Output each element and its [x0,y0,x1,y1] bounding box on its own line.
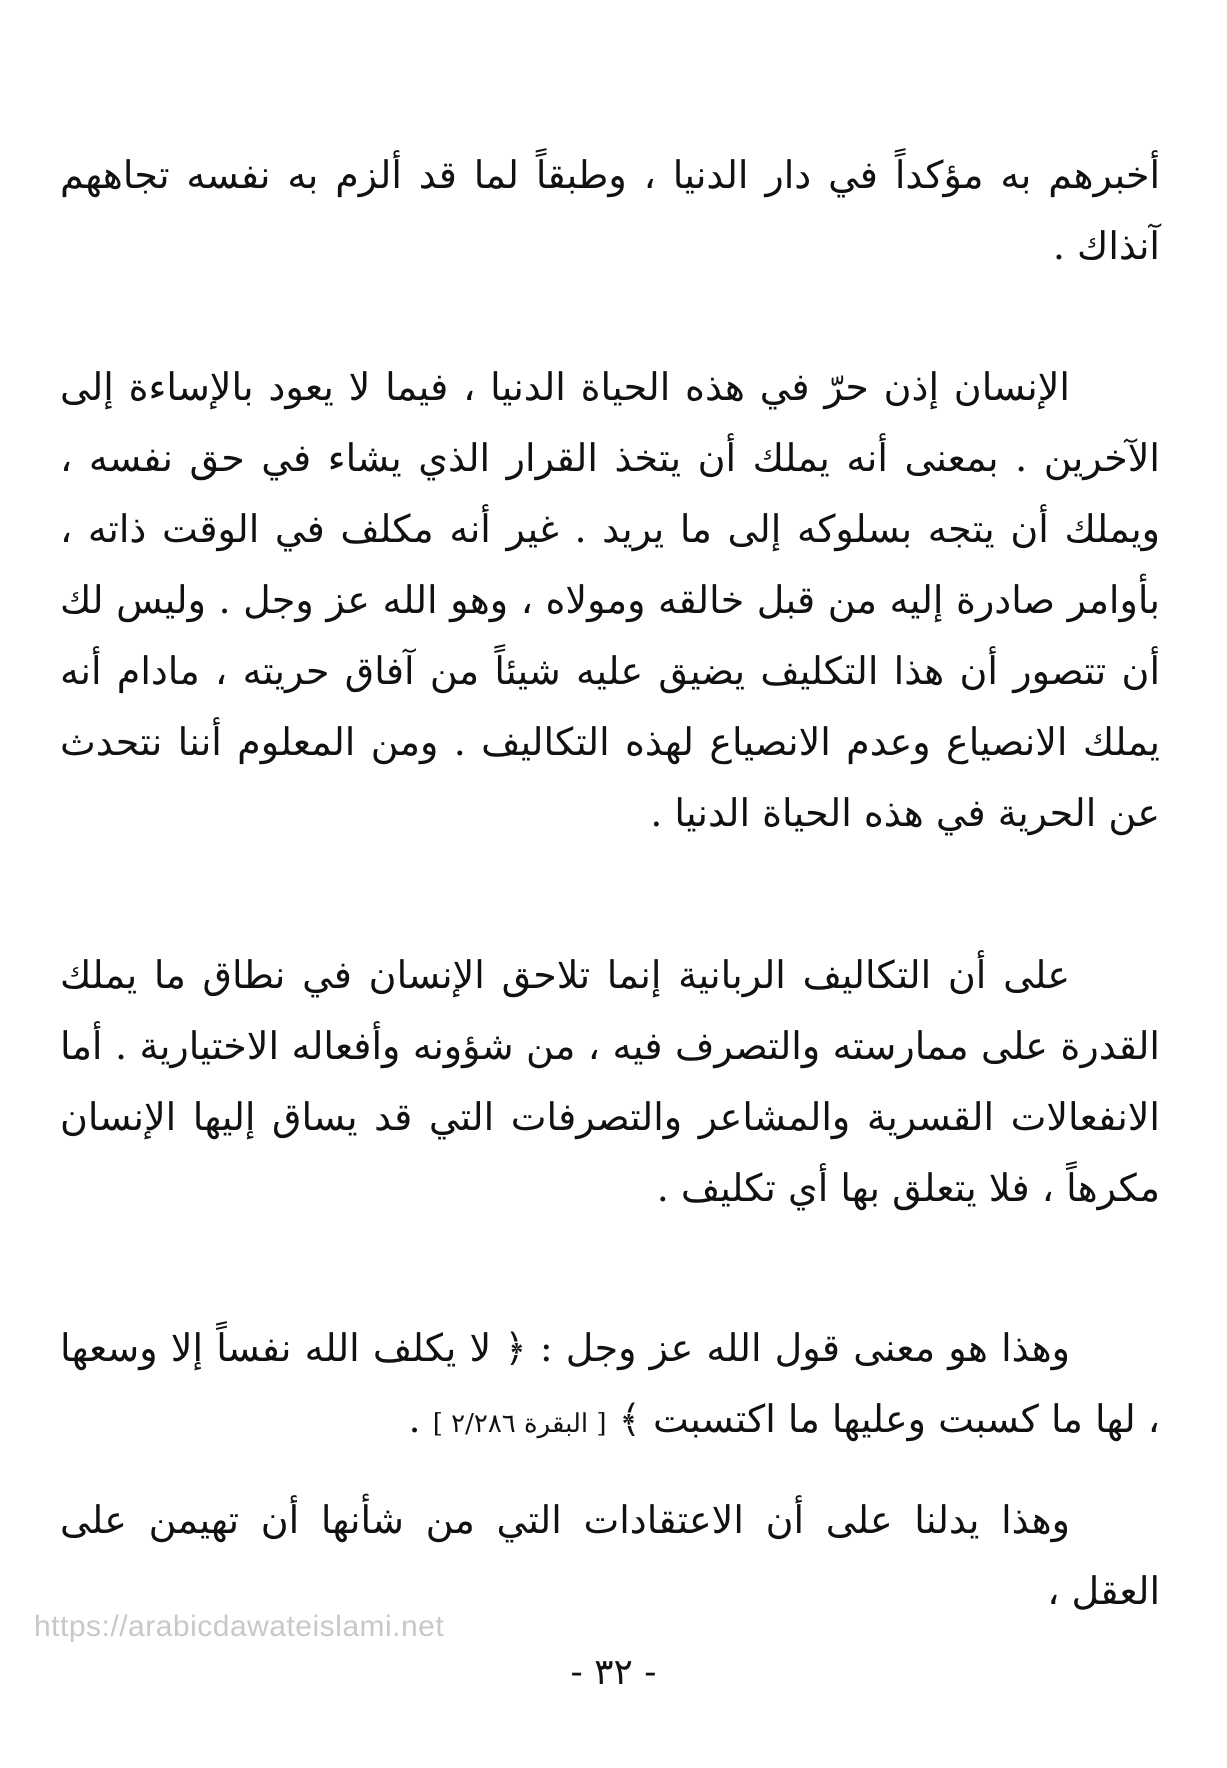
paragraph-3 [60,940,1160,1224]
paragraph-1 [60,140,1160,282]
verse-end-punctuation: . [408,1397,433,1441]
page-number: - ٣٢ - [570,1652,657,1693]
paragraph-2 [60,352,1160,849]
paragraph-5 [60,1485,1160,1627]
paragraph-4-quran-verse [60,1313,1160,1460]
paragraph-2-text: الإنسان إذن حرّ في هذه الحياة الدنيا ، فيما لا يعود بالإساءة إلى الآخرين . بمعنى أنه يملك أن يتخذ القرار الذي يشاء في حق نفسه ، ويملك أن يتجه بسلوكه إلى ما يريد . غير أنه مكلف في الوقت ذاته ، بأوامر صادرة إليه من قبل خالقه ومولاه ، وهو الله عز وجل . وليس لك أن تتصور أن هذا التكليف يضيق عليه شيئاً من آفاق حريته ، مادام أنه يملك الانصياع وعدم الانصياع لهذه التكاليف . ومن المعلوم أننا نتحدث عن الحرية في هذه الحياة الدنيا . [60,365,1160,835]
quran-verse-text: وهذا هو معنى قول الله عز وجل : ﴿ لا يكلف الله نفساً إلا وسعها ، لها ما كسبت وعليها ما اكتسبت ﴾ [60,1326,1160,1441]
paragraph-5-text: وهذا يدلنا على أن الاعتقادات التي من شأنها أن تهيمن على العقل ، [60,1498,1160,1613]
paragraph-1-text: أخبرهم به مؤكداً في دار الدنيا ، وطبقاً لما قد ألزم به نفسه تجاههم آنذاك . [60,153,1161,268]
website-watermark: https://arabicdawateislami.net [34,1610,445,1643]
paragraph-3-text: على أن التكاليف الربانية إنما تلاحق الإنسان في نطاق ما يملك القدرة على ممارسته والتصرف فيه ، من شؤونه وأفعاله الاختيارية . أما الانفعالات القسرية والمشاعر والتصرفات التي قد يساق إليها الإنسان مكرهاً ، فلا يتعلق بها أي تكليف . [60,953,1160,1210]
quran-reference: [ البقرة ٢/٢٨٦ ] [432,1409,607,1439]
